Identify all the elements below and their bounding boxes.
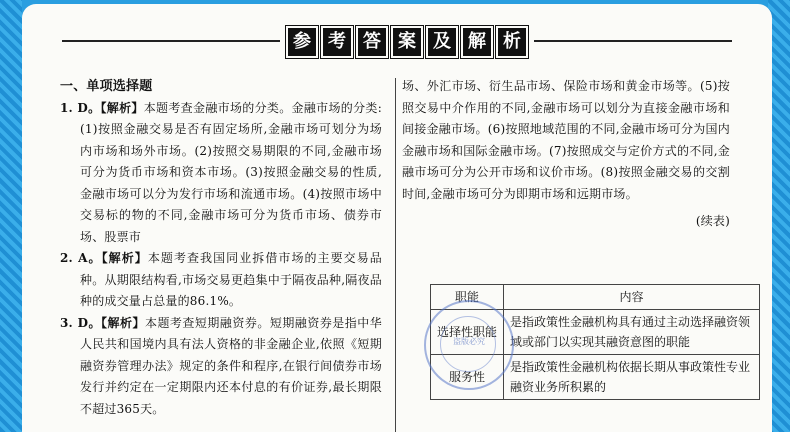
page-title [280,26,534,58]
stamp-text: 盗版必究 [453,337,485,346]
analysis-tag: 【解析】 [100,100,144,115]
section-title: 一、单项选择题 [60,79,153,94]
functions-table [430,284,760,400]
table-header-function: 职能 [431,285,504,310]
answer-number: 2. A。 [60,251,102,265]
answer-number: 1. D。 [60,100,101,115]
table-cell-function: 服务性 [431,355,504,400]
table-row [431,355,760,400]
title-char: 及 [426,26,458,58]
table-cell-content: 是指政策性金融机构具有通过主动选择融资领域或部门以实现其融资意图的职能 [504,310,760,355]
answer-text: 本题考查我国同业拆借市场的主要交易品种。从期限结构看,市场交易更趋集中于隔夜品种,隔夜品种的成交量占总量的86.1%。 [80,251,382,308]
table-row [431,310,760,355]
title-char: 析 [496,26,528,58]
continued-answer-text: 场、外汇市场、衍生品市场、保险市场和黄金市场等。(5)按照交易中介作用的不同,金融市场可以划分为直接金融市场和间接金融市场。(6)按照地域范围的不同,金融市场可分为国内金融市场和国际金融市场。(7)按照成交与定价方式的不同,金融市场可分为公开市场和议价市场。(8)按照金融交易的交割时间,金融市场可分为即期市场和远期市场。 [402,79,730,201]
table-cell-content: 是指政策性金融机构依据长期从事政策性专业融资业务所积累的 [504,355,760,400]
title-char: 案 [391,26,423,58]
answer-2 [60,248,382,313]
answer-text: 本题考查金融市场的分类。金融市场的分类:(1)按照金融交易是否有固定场所,金融市场可划分为场内市场和场外市场。(2)按照交易期限的不同,金融市场可分为货币市场和资本市场。(3)按照金融交易的性质,金融市场可以分为发行市场和流通市场。(4)按照市场中交易标的物的不同,金融市场可分为货币市场、债券市场、股票市 [80,100,382,244]
title-char: 解 [461,26,493,58]
page-header [22,26,772,56]
left-column [60,76,382,420]
title-char: 考 [321,26,353,58]
table-cell-function: 选择性职能 [431,310,504,355]
answer-text: 本题考查短期融资券。短期融资券是指中华人民共和国境内具有法人资格的非金融企业,依照《短期融资券管理办法》规定的条件和程序,在银行间债券市场发行并约定在一定期限内还本付息的有价证券,最长期限不超过365天。 [80,315,382,416]
continued-table-label: (续表) [695,214,730,228]
answer-1 [60,98,382,249]
analysis-tag: 【解析】 [101,251,148,265]
answer-number: 3. D。 [60,315,101,330]
table-header-content: 内容 [504,285,760,310]
left-decorative-stripe [0,0,22,432]
column-divider [395,78,396,432]
answer-3 [60,313,382,421]
analysis-tag: 【解析】 [100,315,145,330]
title-char: 答 [356,26,388,58]
table-header-row [431,285,760,310]
title-char: 参 [286,26,318,58]
right-column [402,76,730,233]
